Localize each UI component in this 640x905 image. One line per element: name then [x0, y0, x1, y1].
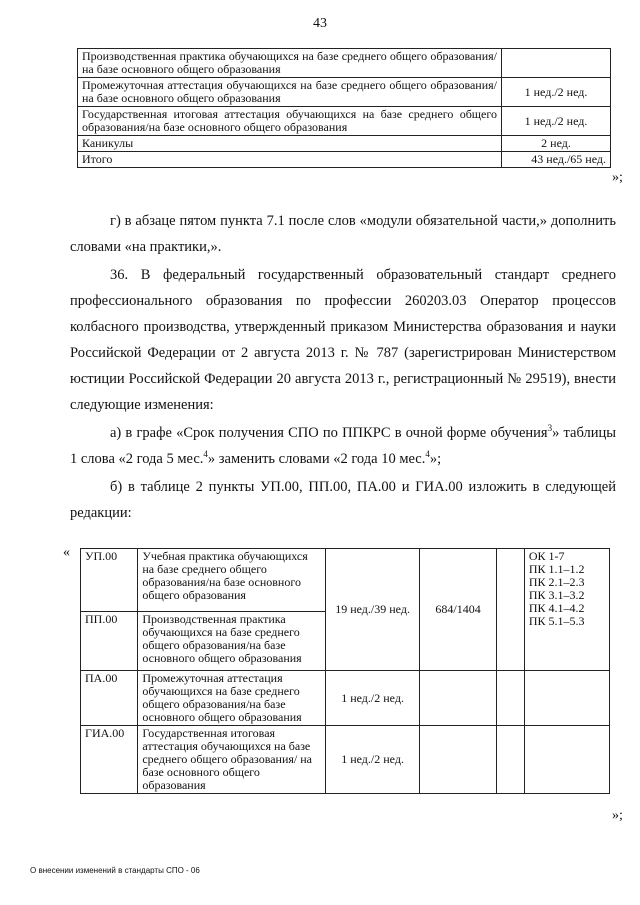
- table-cell-value: [502, 49, 611, 78]
- practice-table: [80, 548, 610, 794]
- table-cell-name: Каникулы: [78, 136, 502, 152]
- table-cell-value: 1 нед./2 нед.: [502, 107, 611, 136]
- competency-item: ОК 1-7: [528, 549, 565, 563]
- footer-note: О внесении изменений в стандарты СПО - 06: [30, 866, 200, 875]
- table-cell-value: 43 нед./65 нед.: [502, 152, 611, 168]
- table-cell-value: 2 нед.: [502, 136, 611, 152]
- hours-cell: 684/1404: [419, 549, 496, 671]
- weeks-cell: 1 нед./2 нед.: [326, 726, 420, 794]
- footnote-ref: 4: [425, 449, 430, 460]
- table-row: [78, 78, 611, 107]
- table-row: [78, 107, 611, 136]
- opening-quote: «: [63, 545, 70, 560]
- table-cell-name: Итого: [78, 152, 502, 168]
- paragraph-36: 36. В федеральный государственный образовательный стандарт среднего профессионального образования по профессии 260203.03 Оператор процессов колбасного производства, утвержденный приказом Министерства образования и науки Российской Федерации от 2 августа 2013 г. № 787 (зарегистрирован Министерством юстиции Российской Федерации 20 августа 2013 г., регистрационный № 29519), внести следующие изменения:: [70, 267, 616, 413]
- paragraph-a-text: » заменить словами «2 года 10 мес.: [207, 451, 426, 467]
- weeks-cell: 1 нед./2 нед.: [326, 671, 420, 726]
- paragraph-a-text: а) в графе «Срок получения СПО по ППКРС в очной форме обучения: [110, 425, 548, 441]
- weeks-cell: 19 нед./39 нед.: [326, 549, 420, 671]
- code-cell: ПА.00: [81, 671, 138, 726]
- paragraph-a-text: » таблицы 1 слова «2 года 5 мес.: [70, 425, 616, 467]
- competencies-cell: [524, 726, 609, 794]
- code-cell: ПП.00: [81, 612, 138, 671]
- table-cell-name: Промежуточная аттестация обучающихся на базе среднего общего образования/на базе основного общего образования: [78, 78, 502, 107]
- table-row-gia: [81, 726, 610, 794]
- competencies-cell: [524, 671, 609, 726]
- empty-cell: [497, 671, 525, 726]
- closing-quote: »;: [612, 170, 623, 185]
- top-table: [77, 48, 611, 168]
- page-number: 43: [313, 16, 327, 31]
- footnote-ref: 3: [547, 423, 553, 434]
- closing-quote: »;: [612, 808, 623, 823]
- table-row: [78, 136, 611, 152]
- competencies-cell: [524, 549, 609, 671]
- hours-cell: [419, 726, 496, 794]
- name-cell: Государственная итоговая аттестация обучающихся на базе среднего общего образования/ на базе основного общего образования: [138, 726, 326, 794]
- hours-cell: [419, 671, 496, 726]
- competency-item: ПК 2.1–2.3: [528, 575, 585, 589]
- table-row-pa: [81, 671, 610, 726]
- empty-cell: [497, 549, 525, 671]
- table-cell-value: 1 нед./2 нед.: [502, 78, 611, 107]
- footnote-ref: 4: [203, 449, 208, 460]
- competency-item: ПК 4.1–4.2: [528, 601, 585, 615]
- empty-cell: [497, 726, 525, 794]
- table-row: [78, 49, 611, 78]
- code-cell: УП.00: [81, 549, 138, 612]
- paragraph-a: [70, 420, 616, 472]
- name-cell: Учебная практика обучающихся на базе среднего общего образования/на базе основного общего образования: [138, 549, 326, 612]
- name-cell: Промежуточная аттестация обучающихся на базе среднего общего образования/на базе основного общего образования: [138, 671, 326, 726]
- table-row: [78, 152, 611, 168]
- code-cell: ГИА.00: [81, 726, 138, 794]
- table-row-up: [81, 549, 610, 612]
- table-cell-name: Производственная практика обучающихся на базе среднего общего образования/на базе основного общего образования: [78, 49, 502, 78]
- paragraph-b: б) в таблице 2 пункты УП.00, ПП.00, ПА.00 и ГИА.00 изложить в следующей редакции:: [70, 479, 616, 521]
- table-cell-name: Государственная итоговая аттестация обучающихся на базе среднего общего образования/на базе основного общего образования: [78, 107, 502, 136]
- paragraph-g: г) в абзаце пятом пункта 7.1 после слов «модули обязательной части,» дополнить словами «на практики,».: [70, 213, 616, 255]
- competency-item: ПК 5.1–5.3: [528, 614, 585, 628]
- competency-item: ПК 3.1–3.2: [528, 588, 585, 602]
- competency-item: ПК 1.1–1.2: [528, 562, 585, 576]
- name-cell: Производственная практика обучающихся на базе среднего общего образования/на базе основного общего образования: [138, 612, 326, 671]
- paragraph-a-text: »;: [429, 451, 442, 467]
